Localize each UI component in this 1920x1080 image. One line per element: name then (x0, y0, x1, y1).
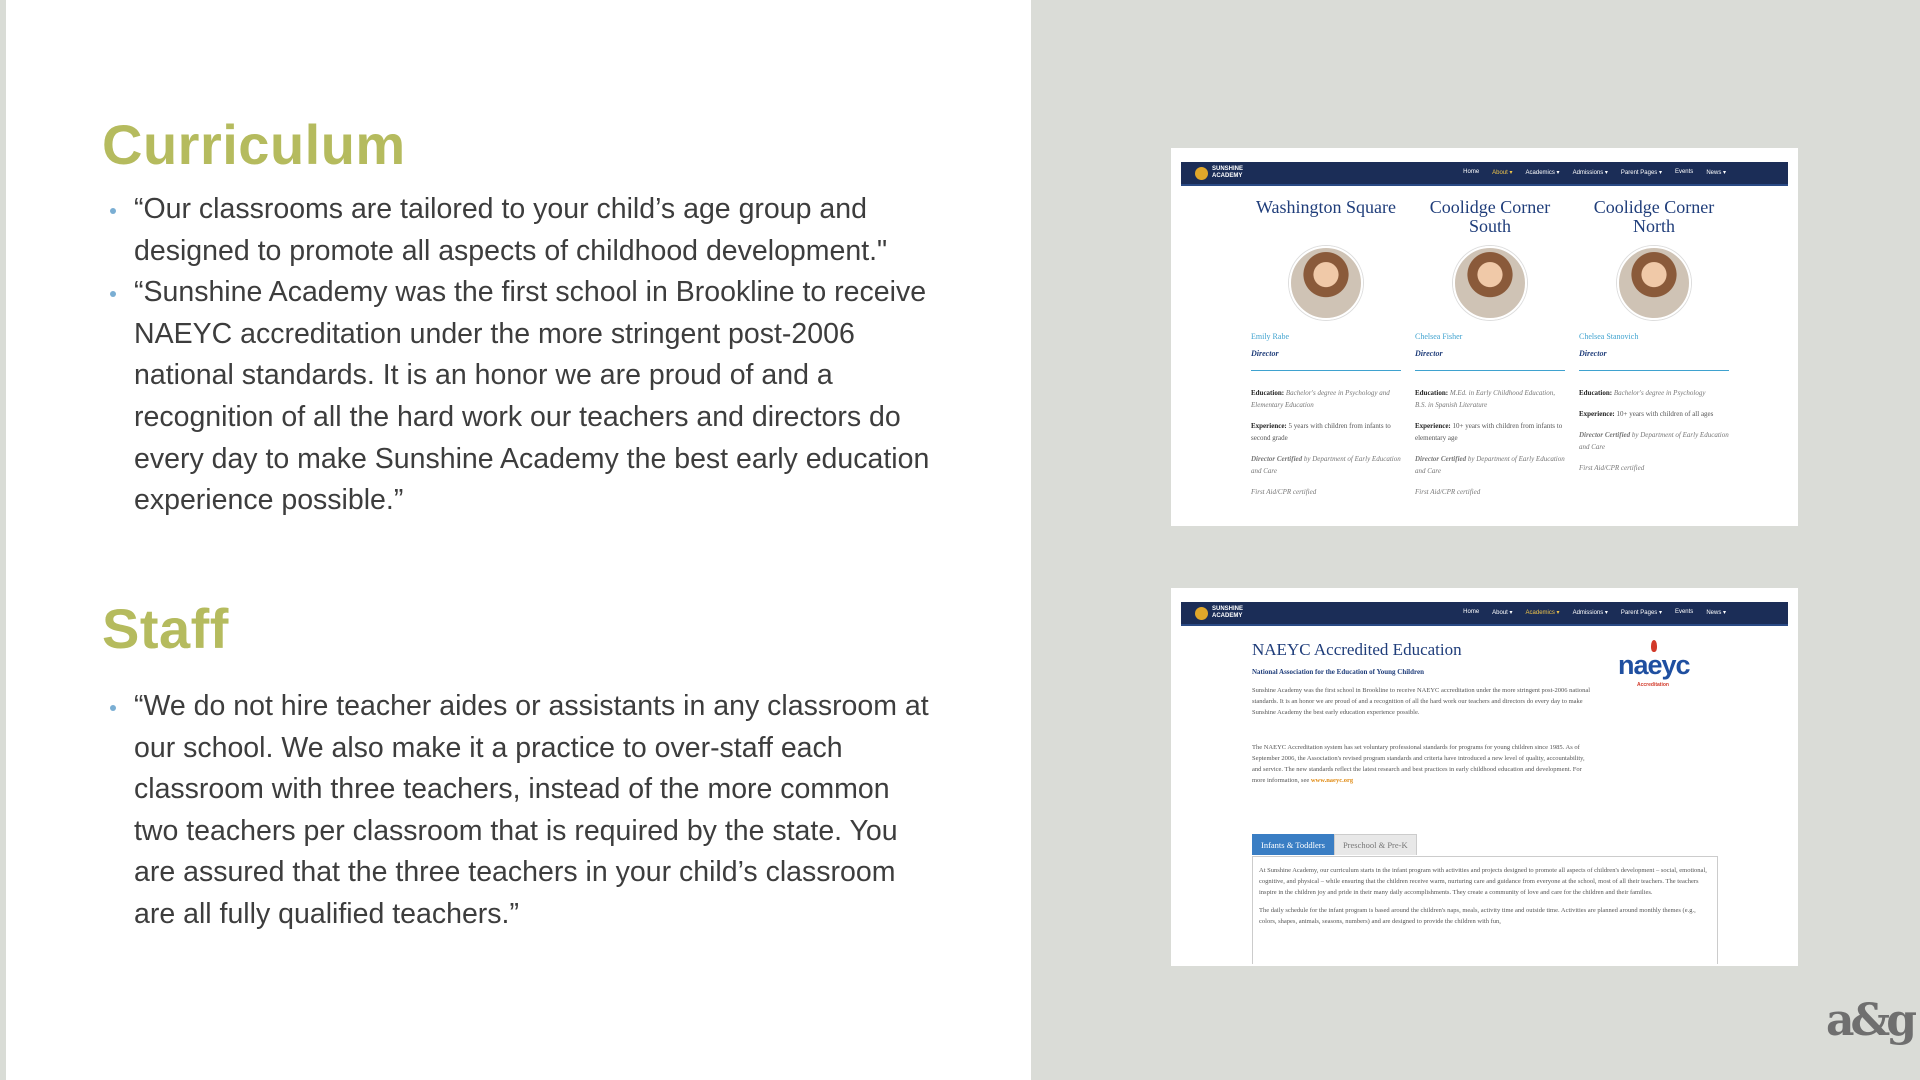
director-info: Education: Bachelor's degree in Psychology and Elementary Education Experience: 5 years with children from infants to second grade Director Certified by Department of Early Education and Care First Aid/CPR certified (1251, 389, 1401, 496)
site-nav-bar (1181, 602, 1788, 626)
ag-logo: a&g (1826, 995, 1913, 1046)
nav-link-academics[interactable]: Academics ▾ (1525, 610, 1560, 616)
bullet-icon (110, 208, 116, 214)
staff-heading: Staff (102, 597, 229, 660)
intro-paragraph: Sunshine Academy was the first school in Brookline to receive NAEYC accreditation under the more stringent post-2006 national standards. It is an honor we are proud of and a recognition of all the hard work our teachers and directors do every day to make Sunshine Academy the best early education experience possible. (1252, 687, 1591, 716)
divider (1251, 370, 1401, 371)
director-card (1415, 198, 1565, 507)
nav-link-home[interactable]: Home (1463, 169, 1480, 175)
director-card (1251, 198, 1401, 507)
bullet-icon (110, 291, 116, 297)
left-edge-strip (0, 0, 6, 1080)
tab-content: At Sunshine Academy, our curriculum starts in the infant program with activities and projects designed to promote all aspects of children's development – social, emotional, cognitive, and physical – while ensuring that the children receive warm, nurturing care and guidance from everyone at the school, most of all their teachers. The teachers inspire in the children joy and pride in their many daily accomplishments. They create a community of love and care for the children and their families. The daily schedule for the infant program is based around the children's naps, meals, activity time and outside time. Activities are planned around monthly themes (e.g., colors, shapes, animals, seasons, numbers) and are designed to provide the children with fun, (1252, 856, 1718, 964)
director-name[interactable]: Chelsea Fisher (1415, 332, 1463, 341)
campus-location: Coolidge Corner South (1429, 197, 1551, 236)
nav-link-events[interactable]: Events (1674, 609, 1694, 615)
list-item: “Our classrooms are tailored to your child’s age group and designed to promote all aspects of childhood development." (110, 189, 940, 272)
campus-location: Washington Square (1255, 197, 1397, 217)
nav-link-about[interactable]: About ▾ (1492, 170, 1513, 176)
divider (1415, 370, 1565, 371)
nav-link-news[interactable]: News ▾ (1706, 170, 1726, 176)
naeyc-logo-sub: Accreditation (1637, 682, 1669, 688)
director-name[interactable]: Chelsea Stanovich (1579, 332, 1639, 341)
list-item: “We do not hire teacher aides or assistants in any classroom at our school. We also make it a practice to over-staff each classroom with three teachers, instead of the more common two teachers per classroom that is required by the state. You are assured that the three teachers in your child’s classroom are all fully qualified teachers.” (110, 686, 940, 936)
tab-infants-toddlers[interactable]: Infants & Toddlers (1252, 834, 1334, 855)
page-subtitle: National Association for the Education of Young Children (1252, 668, 1424, 676)
site-brand: SUNSHINE ACADEMY (1212, 166, 1244, 179)
divider (1579, 370, 1729, 371)
director-role: Director (1251, 349, 1279, 358)
director-role: Director (1579, 349, 1607, 358)
director-name[interactable]: Emily Rabe (1251, 332, 1289, 341)
sun-logo-icon (1195, 607, 1208, 620)
director-avatar (1289, 246, 1363, 320)
director-avatar (1617, 246, 1691, 320)
nav-links (1463, 609, 1726, 616)
director-info: Education: Bachelor's degree in Psychology Experience: 10+ years with children of all ages Director Certified by Department of Early Education and Care First Aid/CPR certified (1579, 389, 1729, 472)
director-info: Education: M.Ed. in Early Childhood Education, B.S. in Spanish Literature Experience: 10+ years with children from infants to elementary age Director Certified by Department of Early Education and Care First Aid/CPR certified (1415, 389, 1565, 496)
nav-link-parent-pages[interactable]: Parent Pages ▾ (1620, 610, 1662, 616)
curriculum-bullets (110, 189, 940, 522)
nav-link-parent-pages[interactable]: Parent Pages ▾ (1620, 170, 1662, 176)
director-card (1579, 198, 1729, 483)
nav-link-admissions[interactable]: Admissions ▾ (1572, 170, 1608, 176)
sun-logo-icon (1195, 167, 1208, 180)
program-tabs (1252, 834, 1417, 855)
naeyc-link[interactable]: www.naeyc.org (1310, 777, 1354, 784)
bullet-icon (110, 705, 116, 711)
staff-bullets (110, 686, 940, 936)
nav-link-events[interactable]: Events (1674, 169, 1694, 175)
curriculum-heading: Curriculum (102, 113, 406, 176)
nav-link-admissions[interactable]: Admissions ▾ (1572, 610, 1608, 616)
naeyc-logo: naeyc (1618, 650, 1690, 680)
nav-links (1463, 169, 1726, 176)
naeyc-page-screenshot (1171, 588, 1798, 966)
site-nav-bar (1181, 162, 1788, 186)
page-title: NAEYC Accredited Education (1252, 640, 1462, 659)
list-item: “Sunshine Academy was the first school in Brookline to receive NAEYC accreditation under the more stringent post-2006 national standards. It is an honor we are proud of and a recognition of all the hard work our teachers and directors do every day to make Sunshine Academy the best early education experience possible.” (110, 272, 940, 522)
tab-preschool-prek[interactable]: Preschool & Pre-K (1334, 834, 1417, 855)
site-brand: SUNSHINE ACADEMY (1212, 606, 1244, 619)
info-paragraph: The NAEYC Accreditation system has set voluntary professional standards for programs for young children since 1985. As of September 2006, the Association's revised program standards and criteria have introduced a new level of quality, accountability, and service. The new standards reflect the latest research and best practices in early childhood education and development. For more information, see www.naeyc.org (1252, 744, 1585, 784)
director-avatar (1453, 246, 1527, 320)
nav-link-academics[interactable]: Academics ▾ (1525, 170, 1560, 176)
directors-page-screenshot (1171, 148, 1798, 526)
nav-link-news[interactable]: News ▾ (1706, 610, 1726, 616)
director-role: Director (1415, 349, 1443, 358)
nav-link-about[interactable]: About ▾ (1492, 610, 1513, 616)
campus-location: Coolidge Corner North (1593, 197, 1715, 236)
nav-link-home[interactable]: Home (1463, 609, 1480, 615)
